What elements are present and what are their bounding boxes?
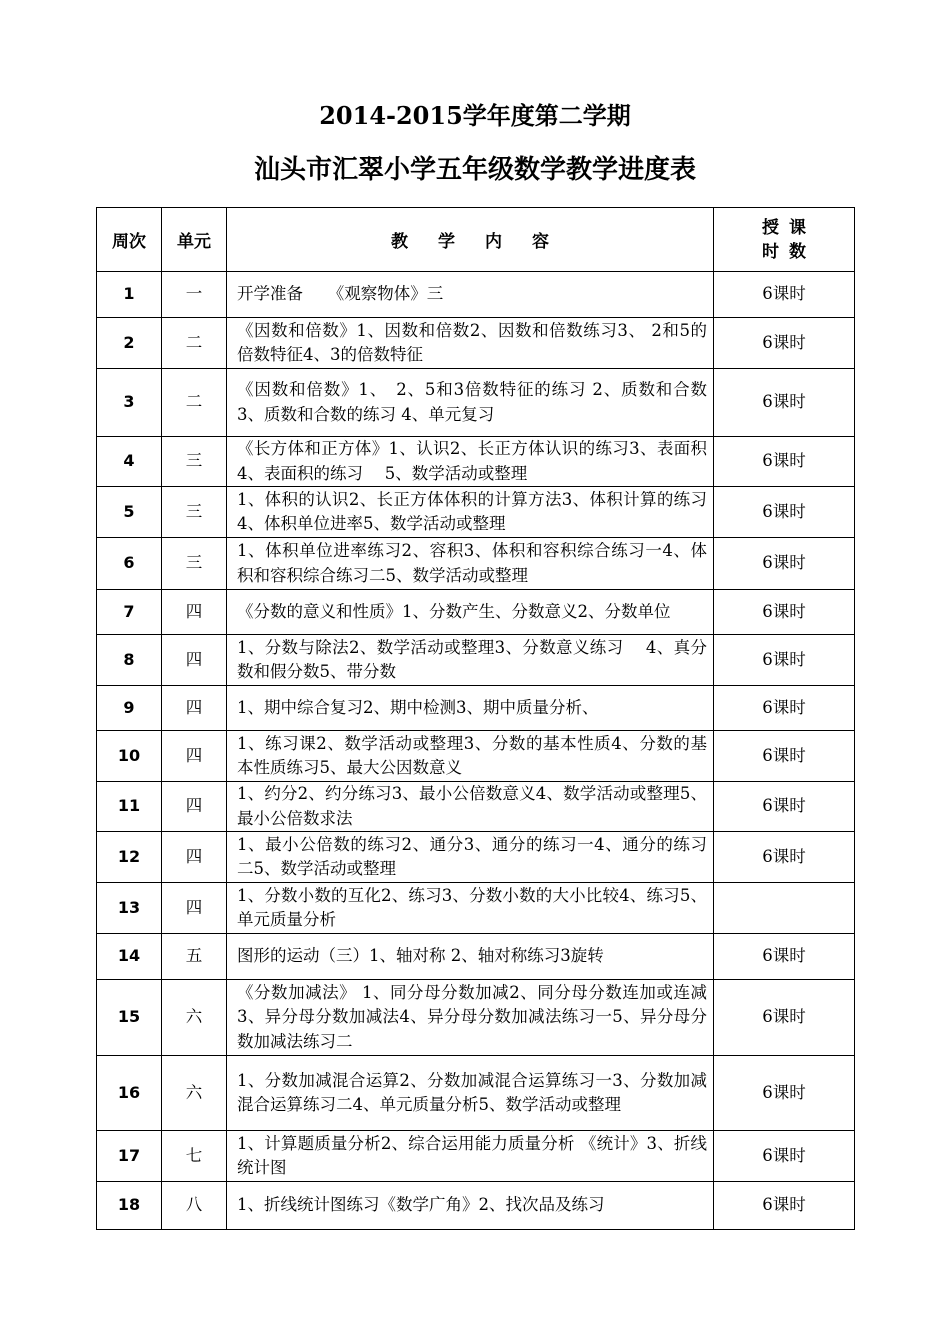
unit-cell: 一: [162, 272, 227, 318]
table-row: [97, 731, 855, 782]
header-hours-line2: 时数: [762, 241, 816, 262]
week-cell: 4: [97, 437, 162, 487]
unit-cell: 八: [162, 1182, 227, 1230]
hours-cell: [714, 883, 855, 934]
table-row: [97, 782, 855, 832]
table-row: [97, 635, 855, 686]
week-cell: 9: [97, 686, 162, 731]
week-cell: 1: [97, 272, 162, 318]
hours-cell: 6课时: [714, 272, 855, 318]
hours-cell: 6课时: [714, 487, 855, 538]
hours-cell: 6课时: [714, 590, 855, 635]
header-unit: 单元: [162, 208, 227, 272]
week-cell: 17: [97, 1131, 162, 1182]
unit-cell: 六: [162, 980, 227, 1056]
hours-cell: 6课时: [714, 980, 855, 1056]
unit-cell: 二: [162, 318, 227, 369]
week-cell: 13: [97, 883, 162, 934]
hours-cell: 6课时: [714, 1056, 855, 1131]
header-hours: [714, 208, 855, 272]
hours-cell: 6课时: [714, 832, 855, 883]
content-cell: 1、分数加减混合运算2、分数加减混合运算练习一3、分数加减混合运算练习二4、单元质量分析5、数学活动或整理: [227, 1056, 714, 1131]
week-cell: 14: [97, 934, 162, 980]
hours-cell: 6课时: [714, 369, 855, 437]
table-row: [97, 686, 855, 731]
table-row: [97, 272, 855, 318]
table-row: [97, 1056, 855, 1131]
content-cell: 1、计算题质量分析2、综合运用能力质量分析 《统计》3、折线统计图: [227, 1131, 714, 1182]
unit-cell: 四: [162, 686, 227, 731]
table-row: [97, 980, 855, 1056]
table-row: [97, 318, 855, 369]
content-cell: 《分数加减法》 1、同分母分数加减2、同分母分数连加或连减 3、异分母分数加减法4、异分母分数加减法练习一5、异分母分数加减法练习二: [227, 980, 714, 1056]
header-row: [97, 208, 855, 272]
header-hours-line1: 授课: [762, 217, 816, 238]
hours-cell: 6课时: [714, 731, 855, 782]
content-cell: 1、最小公倍数的练习2、通分3、通分的练习一4、通分的练习二5、数学活动或整理: [227, 832, 714, 883]
hours-cell: 6课时: [714, 538, 855, 590]
content-cell: 开学准备 《观察物体》三: [227, 272, 714, 318]
hours-cell: 6课时: [714, 1131, 855, 1182]
unit-cell: 四: [162, 782, 227, 832]
table-row: [97, 369, 855, 437]
week-cell: 8: [97, 635, 162, 686]
content-cell: 1、约分2、约分练习3、最小公倍数意义4、数学活动或整理5、最小公倍数求法: [227, 782, 714, 832]
content-cell: 图形的运动（三）1、轴对称 2、轴对称练习3旋转: [227, 934, 714, 980]
hours-cell: 6课时: [714, 1182, 855, 1230]
table-row: [97, 883, 855, 934]
week-cell: 2: [97, 318, 162, 369]
title-schedule: 汕头市汇翠小学五年级数学教学进度表: [253, 155, 696, 185]
content-cell: 1、分数与除法2、数学活动或整理3、分数意义练习 4、真分数和假分数5、带分数: [227, 635, 714, 686]
unit-cell: 三: [162, 538, 227, 590]
hours-cell: 6课时: [714, 635, 855, 686]
content-cell: 《因数和倍数》1、因数和倍数2、因数和倍数练习3、 2和5的倍数特征4、3的倍数特征: [227, 318, 714, 369]
unit-cell: 三: [162, 437, 227, 487]
week-cell: 6: [97, 538, 162, 590]
hours-cell: 6课时: [714, 686, 855, 731]
week-cell: 7: [97, 590, 162, 635]
table-row: [97, 934, 855, 980]
hours-cell: 6课时: [714, 437, 855, 487]
unit-cell: 三: [162, 487, 227, 538]
unit-cell: 七: [162, 1131, 227, 1182]
table-row: [97, 1182, 855, 1230]
unit-cell: 四: [162, 731, 227, 782]
content-cell: 1、分数小数的互化2、练习3、分数小数的大小比较4、练习5、单元质量分析: [227, 883, 714, 934]
content-cell: 《长方体和正方体》1、认识2、长正方体认识的练习3、表面积4、表面积的练习 5、数学活动或整理: [227, 437, 714, 487]
header-week: 周次: [97, 208, 162, 272]
hours-cell: 6课时: [714, 934, 855, 980]
title-term: 2014-2015学年度第二学期: [319, 101, 631, 130]
content-cell: 1、期中综合复习2、期中检测3、期中质量分析、: [227, 686, 714, 731]
hours-cell: 6课时: [714, 782, 855, 832]
header-content: 教学内容: [227, 208, 714, 272]
hours-cell: 6课时: [714, 318, 855, 369]
schedule-table: [96, 207, 855, 1230]
table-row: [97, 487, 855, 538]
unit-cell: 五: [162, 934, 227, 980]
week-cell: 12: [97, 832, 162, 883]
unit-cell: 六: [162, 1056, 227, 1131]
week-cell: 11: [97, 782, 162, 832]
table-row: [97, 437, 855, 487]
content-cell: 《因数和倍数》1、 2、5和3倍数特征的练习 2、质数和合数 3、质数和合数的练习 4、单元复习: [227, 369, 714, 437]
unit-cell: 四: [162, 635, 227, 686]
week-cell: 18: [97, 1182, 162, 1230]
content-cell: 1、体积单位进率练习2、容积3、体积和容积综合练习一4、体积和容积综合练习二5、数学活动或整理: [227, 538, 714, 590]
unit-cell: 四: [162, 832, 227, 883]
table-row: [97, 1131, 855, 1182]
content-cell: 1、体积的认识2、长正方体体积的计算方法3、体积计算的练习4、体积单位进率5、数学活动或整理: [227, 487, 714, 538]
content-cell: 《分数的意义和性质》1、分数产生、分数意义2、分数单位: [227, 590, 714, 635]
unit-cell: 四: [162, 590, 227, 635]
week-cell: 15: [97, 980, 162, 1056]
unit-cell: 二: [162, 369, 227, 437]
table-row: [97, 538, 855, 590]
week-cell: 3: [97, 369, 162, 437]
week-cell: 5: [97, 487, 162, 538]
unit-cell: 四: [162, 883, 227, 934]
week-cell: 10: [97, 731, 162, 782]
table-row: [97, 832, 855, 883]
table-row: [97, 590, 855, 635]
content-cell: 1、练习课2、数学活动或整理3、分数的基本性质4、分数的基本性质练习5、最大公因数意义: [227, 731, 714, 782]
content-cell: 1、折线统计图练习《数学广角》2、找次品及练习: [227, 1182, 714, 1230]
week-cell: 16: [97, 1056, 162, 1131]
